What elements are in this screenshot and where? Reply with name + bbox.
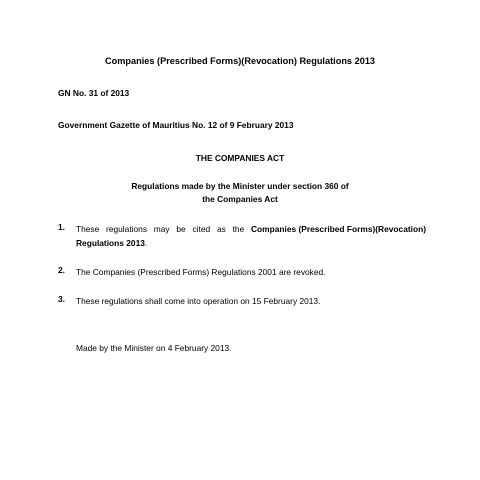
regulation-word: These — [76, 224, 100, 234]
regulation-number: 2. — [58, 265, 65, 275]
regulation-text: These regulations shall come into operation on 15 February 2013. — [76, 296, 321, 306]
regulation-text — [76, 222, 426, 250]
regulation-number: 3. — [58, 294, 65, 304]
regulation-title-bold: Regulations 2013 — [76, 238, 145, 248]
preamble-line-2: the Companies Act — [202, 194, 278, 204]
regulation-word: cited — [192, 224, 211, 234]
regulation-1 — [58, 222, 426, 250]
regulation-word: as — [216, 224, 226, 234]
regulation-word: be — [176, 224, 186, 234]
document-title: Companies (Prescribed Forms)(Revocation) Regulations 2013 — [104, 56, 376, 66]
regulation-3 — [58, 294, 426, 308]
regulation-line — [76, 222, 426, 236]
regulation-word: regulations — [106, 224, 148, 234]
regulation-text: The Companies (Prescribed Forms) Regulations 2001 are revoked. — [76, 267, 326, 277]
regulation-word: may — [153, 224, 170, 234]
preamble-line-1: Regulations made by the Minister under section 360 of — [131, 181, 349, 191]
regulation-2 — [58, 265, 426, 279]
regulation-number: 1. — [58, 222, 65, 232]
regulation-title-bold: Companies (Prescribed Forms)(Revocation) — [251, 224, 426, 234]
gazette-reference: Government Gazette of Mauritius No. 12 of 9 February 2013 — [58, 120, 294, 130]
regulation-line — [76, 236, 426, 250]
regulation-word: the — [232, 224, 245, 234]
act-heading: THE COMPANIES ACT — [195, 153, 285, 163]
gn-number: GN No. 31 of 2013 — [58, 88, 130, 98]
regulation-tail: . — [144, 238, 148, 248]
made-by-statement: Made by the Minister on 4 February 2013. — [76, 343, 232, 353]
preamble — [0, 180, 480, 206]
